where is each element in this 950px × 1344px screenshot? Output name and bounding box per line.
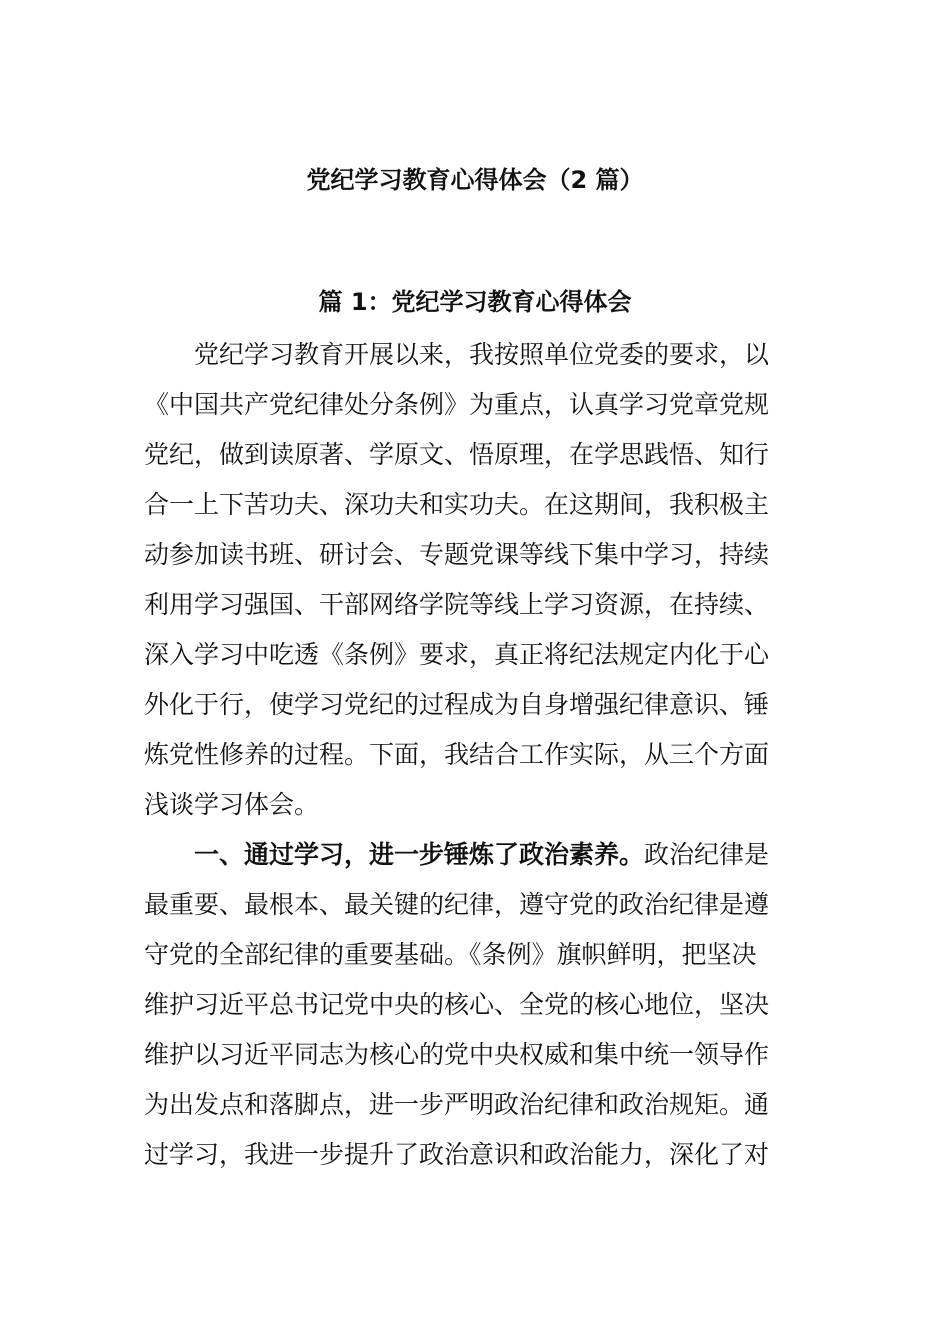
paragraph-line: 利用学习强国、干部网络学院等线上学习资源，在持续、 xyxy=(144,590,770,619)
paragraph-line: 动参加读书班、研讨会、专题党课等线下集中学习，持续 xyxy=(144,540,770,569)
paragraph-line: 浅谈学习体会。 xyxy=(144,790,320,819)
paragraph-line: 维护以习近平同志为核心的党中央权威和集中统一领导作 xyxy=(144,1040,770,1069)
paragraph-line: 过学习，我进一步提升了政治意识和政治能力，深化了对 xyxy=(144,1140,770,1169)
paragraph-line: 守党的全部纪律的重要基础。《条例》旗帜鲜明，把坚决 xyxy=(144,940,757,969)
paragraph-line: 维护习近平总书记党中央的核心、全党的核心地位，坚决 xyxy=(144,990,770,1019)
point-one-line xyxy=(144,830,809,880)
document-body xyxy=(144,330,809,1180)
point-one-heading: 一、通过学习，进一步锤炼了政治素养。 xyxy=(194,840,645,869)
paragraph-line: 党纪学习教育开展以来，我按照单位党委的要求，以 xyxy=(194,340,770,369)
paragraph-line: 合一上下苦功夫、深功夫和实功夫。在这期间，我积极主 xyxy=(144,490,770,519)
section-title: 篇 1：党纪学习教育心得体会 xyxy=(318,288,632,316)
paragraph-line: 炼党性修养的过程。下面，我结合工作实际，从三个方面 xyxy=(144,740,770,769)
paragraph-line: 《中国共产党纪律处分条例》为重点，认真学习党章党规 xyxy=(144,390,770,419)
paragraph-line: 外化于行，使学习党纪的过程成为自身增强纪律意识、锤 xyxy=(144,690,770,719)
point-one-lead: 政治纪律是 xyxy=(644,840,770,869)
document-title: 党纪学习教育心得体会（2 篇） xyxy=(306,166,644,194)
paragraph-line: 为出发点和落脚点，进一步严明政治纪律和政治规矩。通 xyxy=(144,1090,770,1119)
paragraph-line: 党纪，做到读原著、学原文、悟原理，在学思践悟、知行 xyxy=(144,440,770,469)
paragraph-line: 深入学习中吃透《条例》要求，真正将纪法规定内化于心 xyxy=(144,640,770,669)
paragraph-line: 最重要、最根本、最关键的纪律，遵守党的政治纪律是遵 xyxy=(144,890,770,919)
